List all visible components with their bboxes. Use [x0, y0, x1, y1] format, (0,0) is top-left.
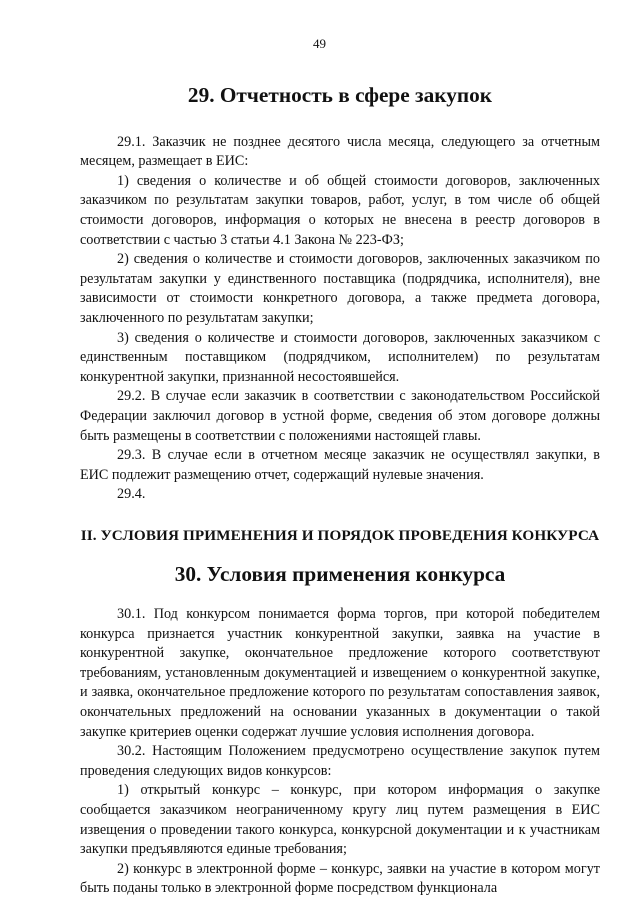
list-item-30-2-2: 2) конкурс в электронной форме – конкурс, заявки на участие в котором могут быть поданы только в электронной форме посредством функционала	[80, 860, 600, 897]
list-item-29-1-2: 2) сведения о количестве и стоимости договоров, заключенных заказчиком по результатам закупки у единственного поставщика (подрядчика, исполнителя), вне зависимости от стоимости конкретного договора, а также предмета договора, заключенного по результатам закупки;	[80, 251, 600, 326]
section-29-heading: 29. Отчетность в сфере закупок	[187, 83, 493, 107]
list-item-30-2-1: 1) открытый конкурс – конкурс, при котором информация о закупке сообщается заказчиком неограниченному кругу лиц путем размещения в ЕИС извещения о проведении такого конкурса, конкурсной документации и к участникам закупки предъявляются единые требования;	[80, 782, 600, 858]
paragraph-29-4: 29.4.	[117, 486, 146, 503]
list-item-29-1-3: 3) сведения о количестве и стоимости договоров, заключенных заказчиком с единственным поставщиком (подрядчиком, исполнителем) по результатам конкурентной закупки, признанной несостоявшейся.	[80, 329, 600, 385]
list-item-29-1-1: 1) сведения о количестве и об общей стоимости договоров, заключенных заказчиком по результатам закупки товаров, работ, услуг, в том числе об общей стоимости договоров, информация о которых не внесена в реестр договоров в соответствии с частью 3 статьи 4.1 Закона № 223-ФЗ;	[80, 172, 600, 248]
paragraph-30-2: 30.2. Настоящим Положением предусмотрено осуществление закупок путем проведения следующих видов конкурсов:	[80, 743, 600, 779]
section-30-heading: 30. Условия применения конкурса	[174, 562, 506, 587]
page-content	[80, 83, 600, 899]
paragraph-29-2: 29.2. В случае если заказчик в соответствии с законодательством Российской Федерации заключил договор в устной форме, сведения об этом договоре должны быть размещены в соответствии с положениями настоящей главы.	[80, 388, 600, 444]
paragraph-29-1: 29.1. Заказчик не позднее десятого числа месяца, следующего за отчетным месяцем, размещает в ЕИС:	[80, 133, 600, 170]
paragraph-30-1: 30.1. Под конкурсом понимается форма торгов, при которой победителем конкурса признается участник конкурентной закупки, заявка на участие в конкурентной закупке, окончательное предложение которого соответствуют требованиям, установленным документацией и извещением о конкурентной закупке, и заявка, окончательное предложение которого по результатам сопоставления заявок, окончательных предложений на основании указанных в документации о такой закупке критериев оценки содержат лучшие условия исполнения договора.	[80, 606, 600, 740]
page-number: 49	[313, 36, 326, 51]
paragraph-29-3: 29.3. В случае если в отчетном месяце заказчик не осуществлял закупки, в ЕИС подлежит размещению отчет, содержащий нулевые значения.	[80, 447, 600, 483]
chapter-heading: II. УСЛОВИЯ ПРИМЕНЕНИЯ И ПОРЯДОК ПРОВЕДЕНИЯ КОНКУРСА	[80, 526, 600, 544]
